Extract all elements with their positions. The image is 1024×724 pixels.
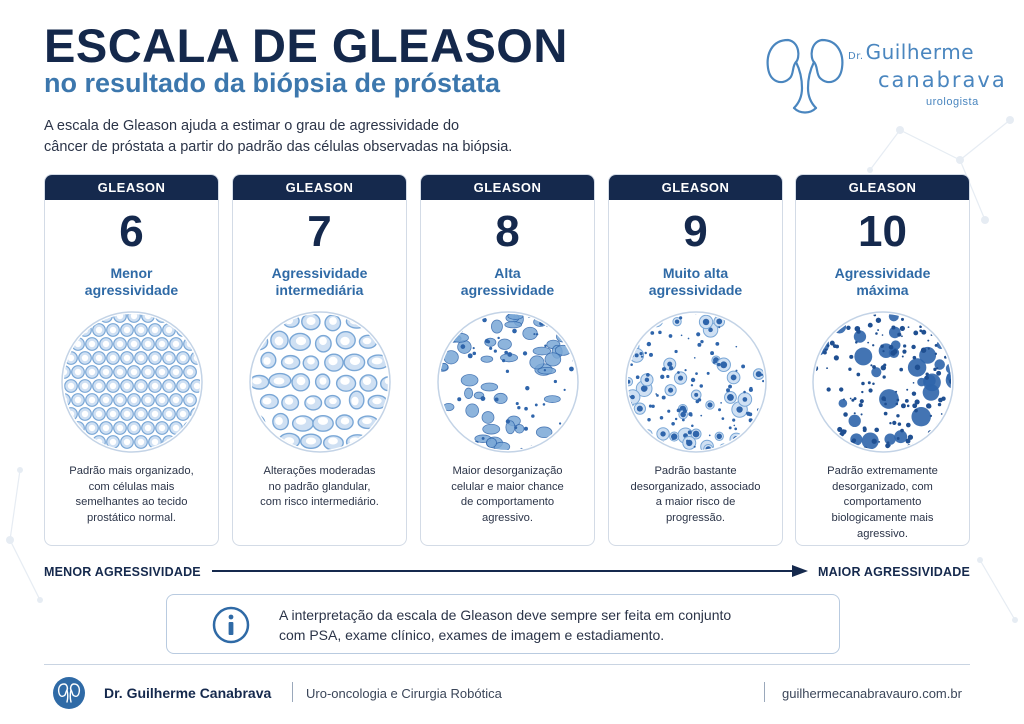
footer-separator (292, 682, 293, 702)
card-label-line: Agressividade (271, 264, 368, 281)
logo-name (848, 40, 974, 64)
card-label (233, 262, 406, 302)
footer-website-link[interactable]: guilhermecanabravauro.com.br (782, 686, 962, 701)
card-label-line: Menor (110, 264, 153, 281)
scale-right-label: MAIOR AGRESSIVIDADE (818, 565, 970, 579)
logo-role: urologista (926, 96, 979, 108)
card-label-line: Agressividade (834, 264, 931, 281)
card-header: GLEASON (45, 175, 218, 200)
page-subtitle: no resultado da biópsia de próstata (44, 68, 501, 98)
card-description-line: Padrão extremamente (827, 465, 938, 477)
cell-pattern-8-icon (436, 310, 580, 454)
info-icon (211, 605, 251, 645)
intro-line: câncer de próstata a partir do padrão das células observadas na biópsia. (44, 139, 513, 156)
cell-pattern-10-icon (811, 310, 955, 454)
card-description-line: Alterações moderadas (263, 465, 376, 477)
scale-left-label: MENOR AGRESSIVIDADE (44, 565, 201, 579)
card-description-line: desorganizado, com (832, 480, 933, 493)
card-description-line: agressivo. (857, 527, 908, 540)
card-label (609, 262, 782, 302)
scale-arrow-icon (212, 563, 808, 579)
card-description (609, 464, 782, 527)
info-note-line: A interpretação da escala de Gleason deve sempre ser feita em conjunto (279, 607, 732, 623)
kidney-logo-icon (52, 676, 86, 710)
card-description-line: no padrão glandular, (268, 480, 371, 493)
card-label-line: Alta (494, 264, 521, 281)
cell-pattern-9-icon (624, 310, 768, 454)
gleason-card-7 (232, 174, 407, 546)
intro-text (44, 116, 564, 158)
card-score: 8 (495, 207, 520, 256)
card-description-line: Padrão mais organizado, (69, 465, 194, 477)
card-description-line: Maior desorganização (452, 465, 563, 477)
card-label (45, 262, 218, 302)
card-description-line: com células mais (88, 480, 175, 493)
logo-first-name: Guilherme (865, 40, 975, 64)
card-description-line: comportamento (843, 496, 922, 509)
info-note-text (279, 605, 819, 646)
card-description-line: semelhantes ao tecido (75, 496, 188, 509)
card-description (233, 464, 406, 511)
footer-doctor-name: Dr. Guilherme Canabrava (104, 685, 272, 701)
gleason-card-10 (795, 174, 970, 546)
card-description-line: agressivo. (482, 512, 533, 525)
card-header: GLEASON (233, 175, 406, 200)
info-note (166, 594, 840, 654)
card-description-line: com risco intermediário. (260, 496, 379, 509)
card-label-line: máxima (856, 282, 909, 298)
logo-prefix: Dr. (848, 51, 864, 62)
card-score: 7 (307, 207, 332, 256)
gleason-card-8 (420, 174, 595, 546)
card-description-line: celular e maior chance (451, 480, 564, 493)
card-description-line: de comportamento (460, 496, 555, 509)
card-header: GLEASON (609, 175, 782, 200)
footer-divider (44, 664, 970, 665)
gleason-card-9 (608, 174, 783, 546)
card-description-line: desorganizado, associado (630, 480, 761, 493)
intro-line: A escala de Gleason ajuda a estimar o grau de agressividade do (44, 118, 460, 134)
card-description-line: biologicamente mais (831, 512, 934, 525)
card-label-line: Muito alta (662, 264, 729, 281)
cell-pattern-6-icon (60, 310, 204, 454)
card-header: GLEASON (421, 175, 594, 200)
card-description-line: Padrão bastante (654, 465, 737, 477)
card-score: 9 (683, 207, 708, 256)
gleason-cards (44, 174, 970, 546)
footer-specialty: Uro-oncologia e Cirurgia Robótica (306, 686, 502, 701)
card-score: 10 (858, 207, 907, 256)
card-description-line: a maior risco de (655, 496, 736, 509)
logo-surname: canabrava (878, 68, 1007, 92)
card-label (421, 262, 594, 302)
card-label-line: agressividade (84, 282, 179, 298)
card-label-line: intermediária (275, 282, 364, 298)
card-label-line: agressividade (460, 282, 555, 298)
card-label (796, 262, 969, 302)
info-note-line: com PSA, exame clínico, exames de imagem e estadiamento. (279, 627, 665, 644)
card-description (796, 464, 969, 542)
cell-pattern-7-icon (248, 310, 392, 454)
card-score: 6 (119, 207, 144, 256)
card-header: GLEASON (796, 175, 969, 200)
card-description (45, 464, 218, 527)
page-title: ESCALA DE GLEASON (44, 19, 568, 72)
card-description-line: prostático normal. (87, 512, 176, 525)
card-description-line: progressão. (665, 512, 726, 525)
card-description (421, 464, 594, 527)
gleason-card-6 (44, 174, 219, 546)
card-label-line: agressividade (648, 282, 743, 298)
footer-separator (764, 682, 765, 702)
